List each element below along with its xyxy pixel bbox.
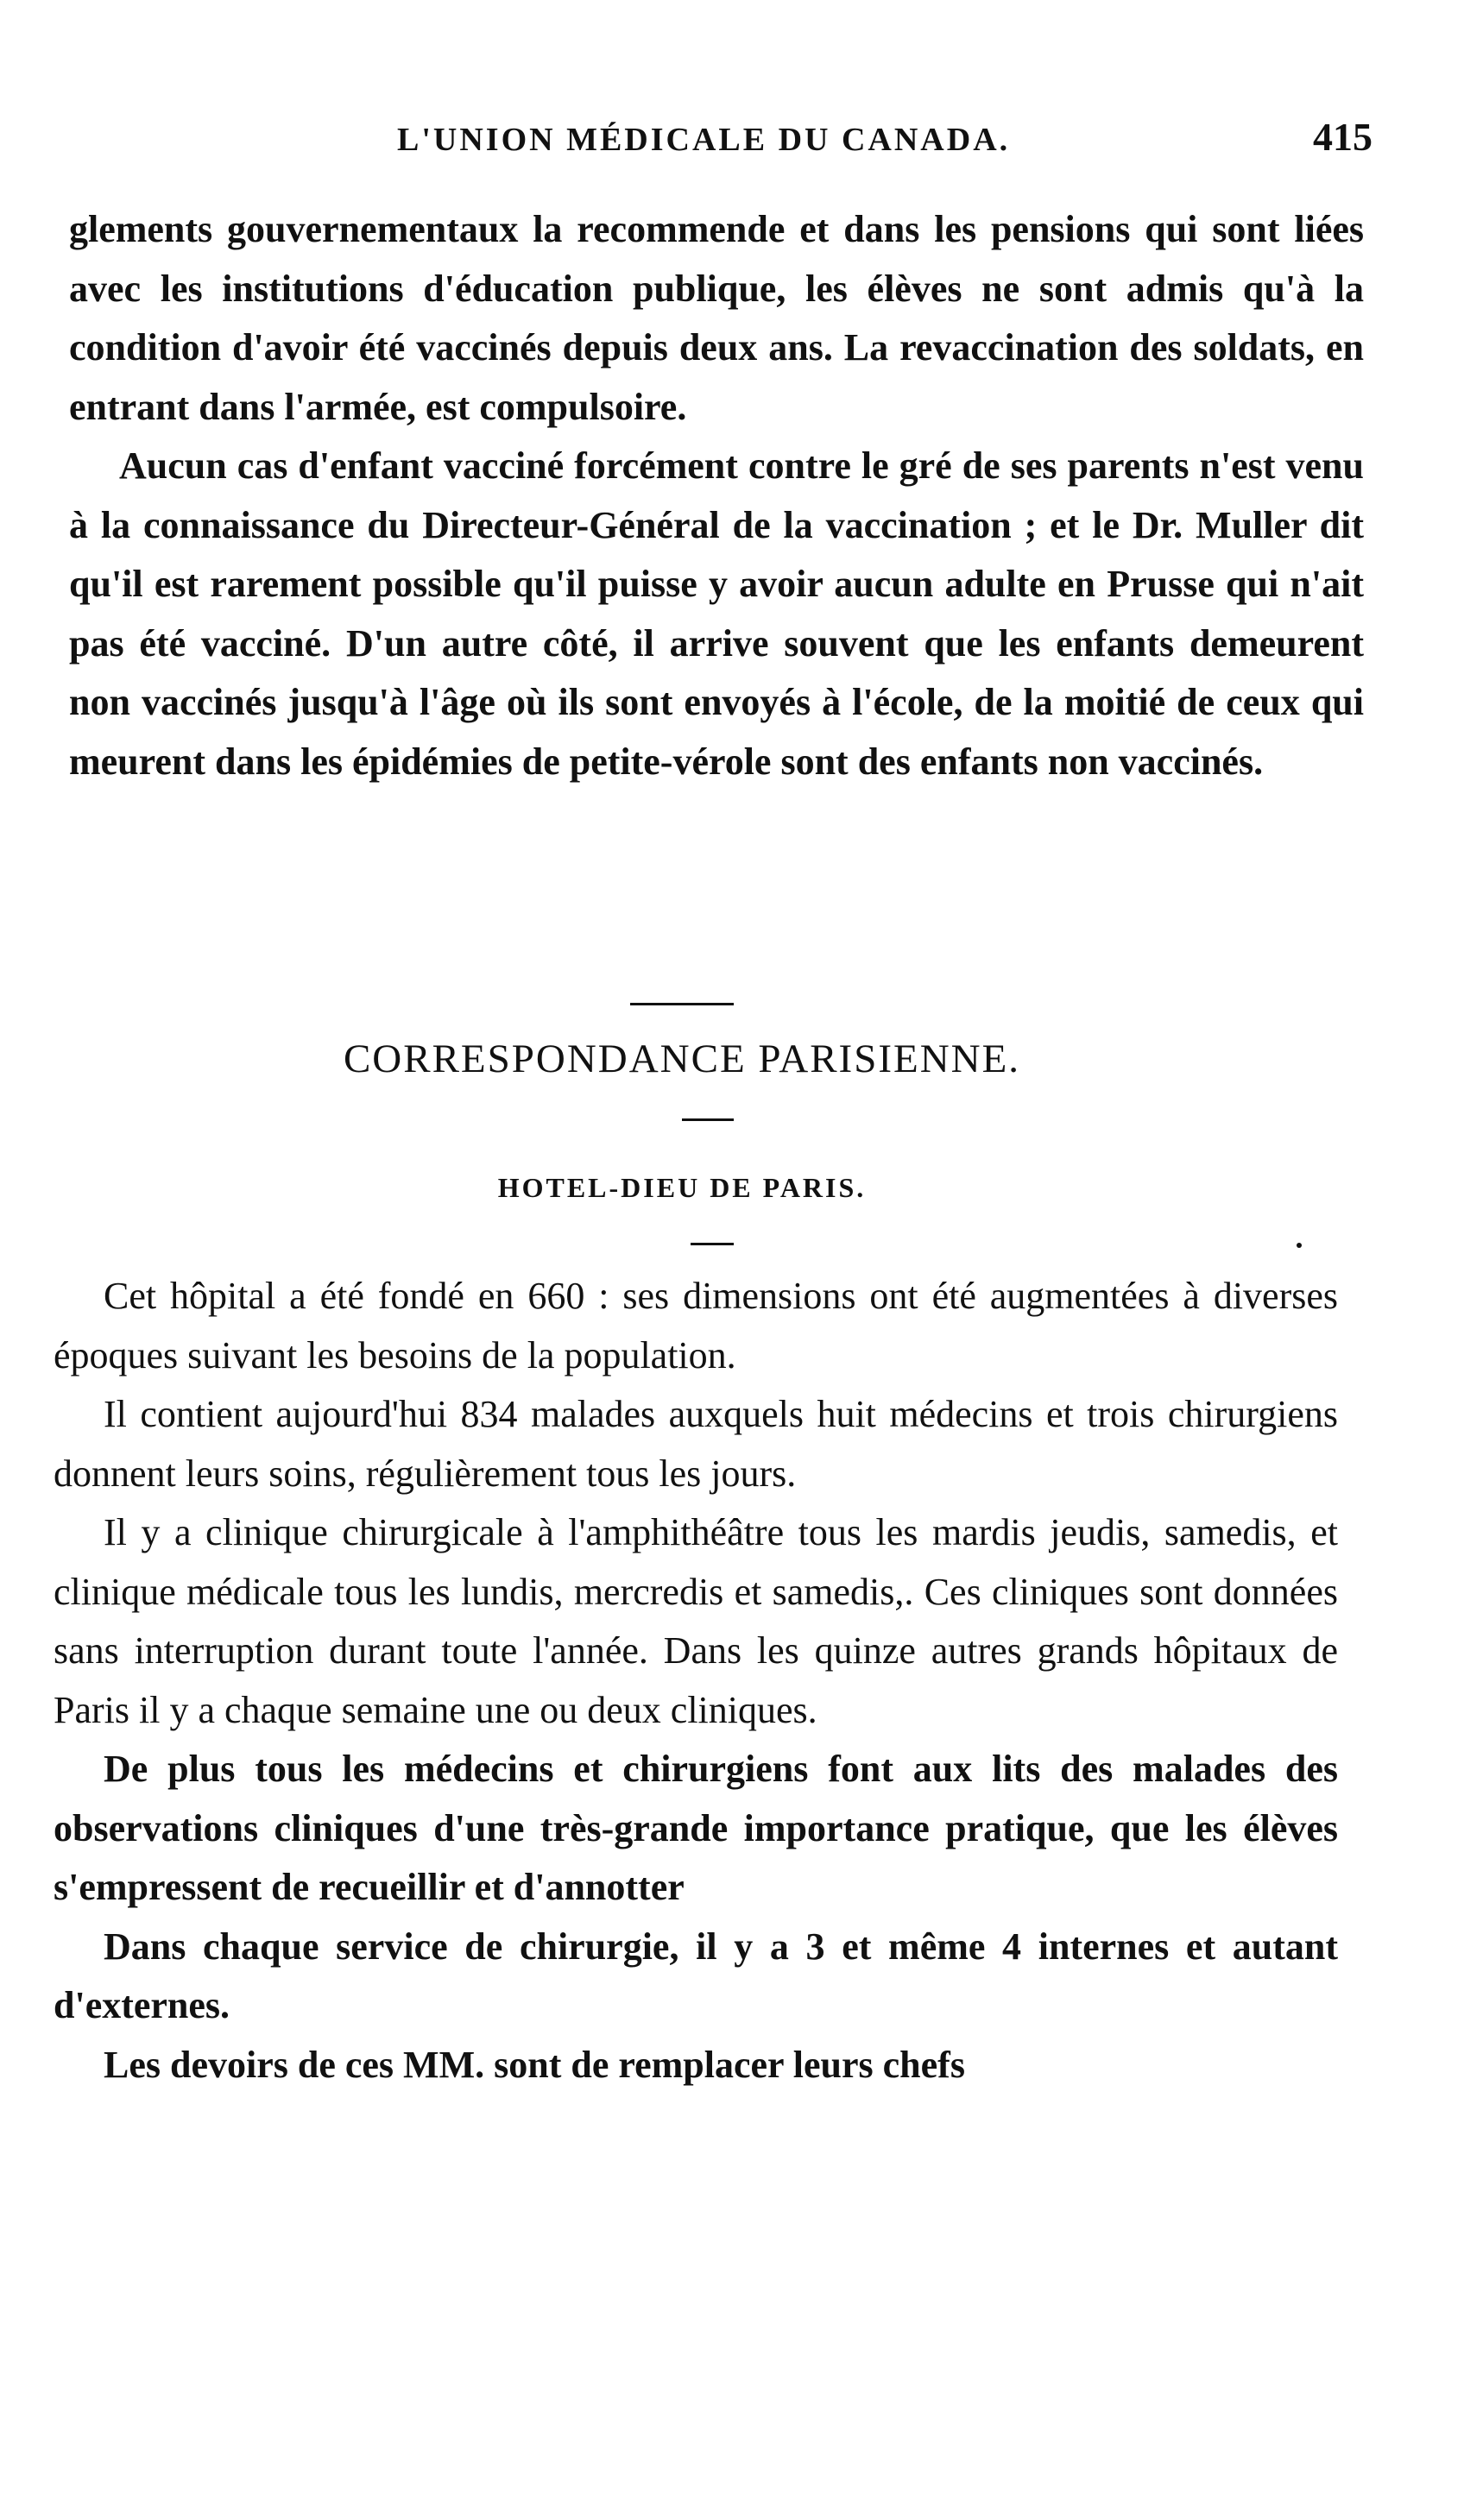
paragraph: Cet hôpital a été fondé en 660 : ses dimensions ont été augmentées à diverses époques suivant les besoins de la population. (54, 1275, 1338, 1377)
section-2-body (54, 1267, 1338, 2095)
paragraph: Les devoirs de ces MM. sont de remplacer leurs chefs (104, 2043, 965, 2086)
page-number: 415 (1313, 115, 1372, 159)
section-1-body (69, 200, 1364, 791)
title-divider (682, 1118, 734, 1121)
paragraph: Il y a clinique chirurgicale à l'amphithéâtre tous les mardis jeudis, samedis, et clinique médicale tous les lundis, mercredis et samedis,. Ces cliniques sont données sans interruption durant toute l'année. Dans les quinze autres grands hôpitaux de Paris il y a chaque semaine une ou deux cliniques. (54, 1511, 1338, 1731)
paragraph: Dans chaque service de chirurgie, il y a 3 et même 4 internes et autant d'externes. (54, 1925, 1338, 2026)
paragraph-continuation: glements gouvernementaux la recommende et dans les pensions qui sont liées avec les institutions d'éducation publique, les élèves ne sont admis qu'à la condition d'avoir été vaccinés depuis deux ans. La revaccination des soldats, en entrant dans l'armée, est compulsoire. (69, 208, 1364, 428)
section-title: CORRESPONDANCE PARISIENNE. (343, 1036, 1021, 1081)
paragraph: Il contient aujourd'hui 834 malades auxquels huit médecins et trois chirurgiens donnent leurs soins, régulièrement tous les jours. (54, 1393, 1338, 1495)
paragraph: De plus tous les médecins et chirurgiens font aux lits des malades des observations cliniques d'une très-grande importance pratique, que les élèves s'empressent de recueillir et d'annotter (54, 1748, 1338, 1908)
subtitle-divider (691, 1243, 734, 1245)
paragraph: Aucun cas d'enfant vacciné forcément contre le gré de ses parents n'est venu à la connaissance du Directeur-Général de la vaccination ; et le Dr. Muller dit qu'il est rarement possible qu'il puisse y avoir aucun adulte en Prusse qui n'ait pas été vacciné. D'un autre côté, il arrive souvent que les enfants demeurent non vaccinés jusqu'à l'âge où ils sont envoyés à l'école, de la moitié de ceux qui meurent dans les épidémies de petite-vérole sont des enfants non vaccinés. (69, 444, 1364, 783)
section-divider (630, 1003, 734, 1005)
running-title: L'UNION MÉDICALE DU CANADA. (397, 122, 1011, 158)
subsection-title: HOTEL-DIEU DE PARIS. (497, 1172, 867, 1203)
running-header (69, 115, 1381, 173)
print-speck (1297, 1243, 1302, 1248)
